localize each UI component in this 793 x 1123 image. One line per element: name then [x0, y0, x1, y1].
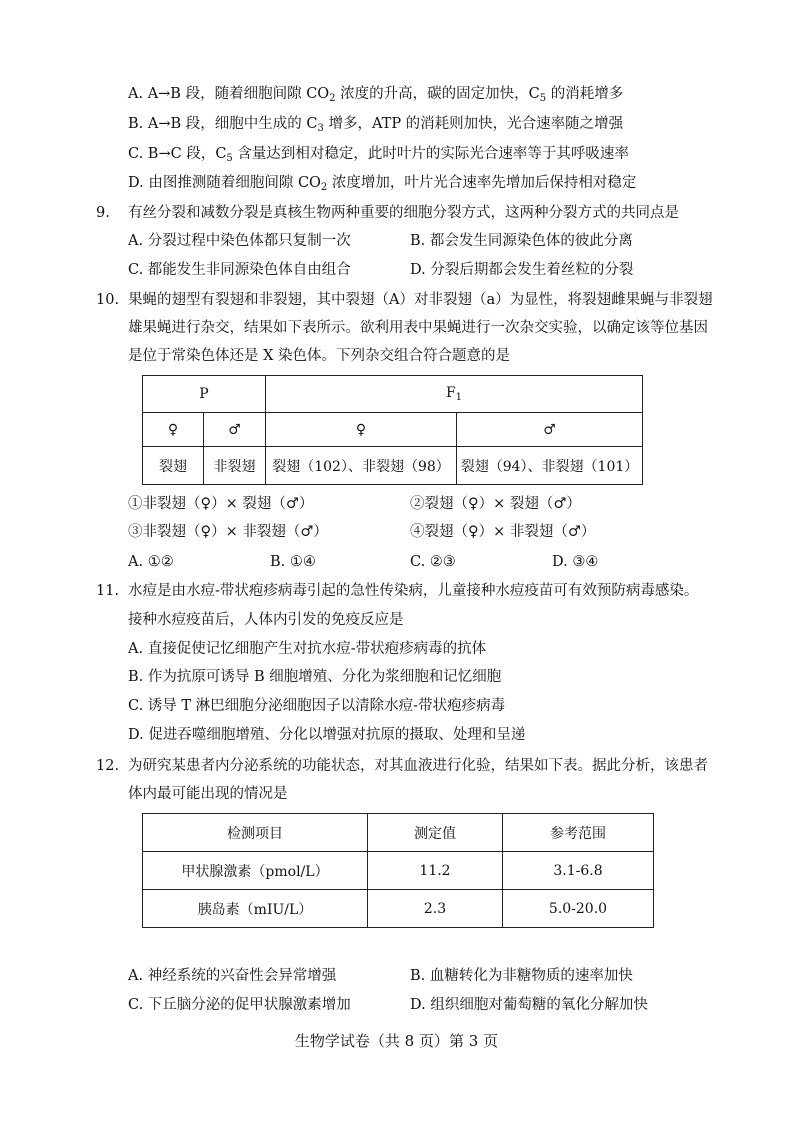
q10-number: 10. — [96, 292, 120, 308]
q8-option-c: C. B→C 段，$C_5$ 含量达到相对稳定，此时叶片的实际光合速率等于其呼吸速率 — [128, 146, 629, 164]
q12-header-range: 参考范围 — [503, 814, 654, 852]
q10-option-c: C. ②③ — [410, 554, 456, 570]
q12-cell: 3.1-6.8 — [503, 852, 654, 890]
q10-header-f1-female: ♀ — [266, 413, 457, 447]
q10-combo-1: ①非裂翅（♀）× 裂翅（♂） — [128, 496, 314, 512]
q12-stem-line-2: 体内最可能出现的情况是 — [128, 786, 288, 802]
q9-option-a: A. 分裂过程中染色体都只复制一次 — [128, 233, 351, 249]
q10-combo-3: ③非裂翅（♀）× 非裂翅（♂） — [128, 524, 328, 540]
q8-option-b: B. A→B 段，细胞中生成的 $C_3$ 增多，ATP 的消耗则加快，光合速率随之增强 — [128, 116, 624, 134]
q9-option-d: D. 分裂后期都会发生着丝粒的分裂 — [410, 262, 634, 278]
q10-stem-line-1: 果蝇的翅型有裂翅和非裂翅，其中裂翅（A）对非裂翅（a）为显性，将裂翅雌果蝇与非裂翅 — [128, 292, 713, 308]
q10-header-p-male: ♂ — [204, 413, 266, 447]
q10-stem-line-3: 是位于常染色体还是 X 染色体。下列杂交组合符合题意的是 — [128, 348, 511, 364]
q11-number: 11. — [96, 583, 120, 599]
q12-header-value: 测定值 — [368, 814, 503, 852]
q10-header-p-female: ♀ — [143, 413, 204, 447]
q8-option-a: A. A→B 段，随着细胞间隙 $CO_2$ 浓度的升高，碳的固定加快，$C_5$ 的消耗增多 — [128, 86, 624, 104]
q12-option-a: A. 神经系统的兴奋性会异常增强 — [128, 968, 337, 984]
q12-option-c: C. 下丘脑分泌的促甲状腺激素增加 — [128, 997, 351, 1013]
page-footer: 生物学试卷（共 8 页）第 3 页 — [294, 1032, 499, 1050]
q10-combo-4: ④裂翅（♀）× 非裂翅（♂） — [410, 524, 596, 540]
q10-stem-line-2: 雄果蝇进行杂交，结果如下表所示。欲利用表中果蝇进行一次杂交实验，以确定该等位基因 — [128, 320, 708, 336]
q12-cell: 5.0-20.0 — [503, 890, 654, 928]
q9-option-c: C. 都能发生非同源染色体自由组合 — [128, 262, 351, 278]
q12-option-d: D. 组织细胞对葡萄糖的氧化分解加快 — [410, 997, 648, 1013]
q10-cell: 裂翅（102）、非裂翅（98） — [266, 447, 457, 485]
q8-option-d: D. 由图推测随着细胞间隙 $CO_2$ 浓度增加，叶片光合速率先增加后保持相对稳定 — [128, 175, 637, 193]
q12-number: 12. — [96, 758, 120, 774]
q10-header-p: P — [143, 376, 266, 413]
q11-option-c: C. 诱导 T 淋巴细胞分泌细胞因子以清除水痘-带状疱疹病毒 — [128, 698, 506, 714]
q9-stem: 有丝分裂和减数分裂是真核生物两种重要的细胞分裂方式，这两种分裂方式的共同点是 — [128, 205, 679, 221]
q10-cell: 非裂翅 — [204, 447, 266, 485]
q12-cell: 胰岛素（mIU/L） — [143, 890, 368, 928]
q11-stem-line-2: 接种水痘疫苗后，人体内引发的免疫反应是 — [128, 612, 404, 628]
q10-header-f1-male: ♂ — [457, 413, 643, 447]
q11-option-b: B. 作为抗原可诱导 B 细胞增殖、分化为浆细胞和记忆细胞 — [128, 669, 502, 685]
q12-stem-line-1: 为研究某患者内分泌系统的功能状态，对其血液进行化验，结果如下表。据此分析，该患者 — [128, 758, 708, 774]
q10-cross-table — [142, 375, 643, 485]
q11-option-a: A. 直接促使记忆细胞产生对抗水痘-带状疱疹病毒的抗体 — [128, 641, 487, 657]
q10-cell: 裂翅（94）、非裂翅（101） — [457, 447, 643, 485]
q12-cell: 2.3 — [368, 890, 503, 928]
q10-cell: 裂翅 — [143, 447, 204, 485]
q12-cell: 甲状腺激素（pmol/L） — [143, 852, 368, 890]
q11-option-d: D. 促进吞噬细胞增殖、分化以增强对抗原的摄取、处理和呈递 — [128, 727, 526, 743]
q12-cell: 11.2 — [368, 852, 503, 890]
q10-option-a: A. ①② — [128, 554, 174, 570]
q11-stem-line-1: 水痘是由水痘-带状疱疹病毒引起的急性传染病，儿童接种水痘疫苗可有效预防病毒感染。 — [128, 583, 699, 599]
q10-option-d: D. ③④ — [552, 554, 599, 570]
q12-blood-test-table — [142, 813, 654, 928]
q9-number: 9. — [96, 205, 110, 221]
q10-combo-2: ②裂翅（♀）× 裂翅（♂） — [410, 496, 581, 512]
q10-option-b: B. ①④ — [270, 554, 316, 570]
q9-option-b: B. 都会发生同源染色体的彼此分离 — [410, 233, 633, 249]
q12-option-b: B. 血糖转化为非糖物质的速率加快 — [410, 968, 633, 984]
q12-header-item: 检测项目 — [143, 814, 368, 852]
q10-header-f1: $F_1$ — [266, 376, 643, 413]
